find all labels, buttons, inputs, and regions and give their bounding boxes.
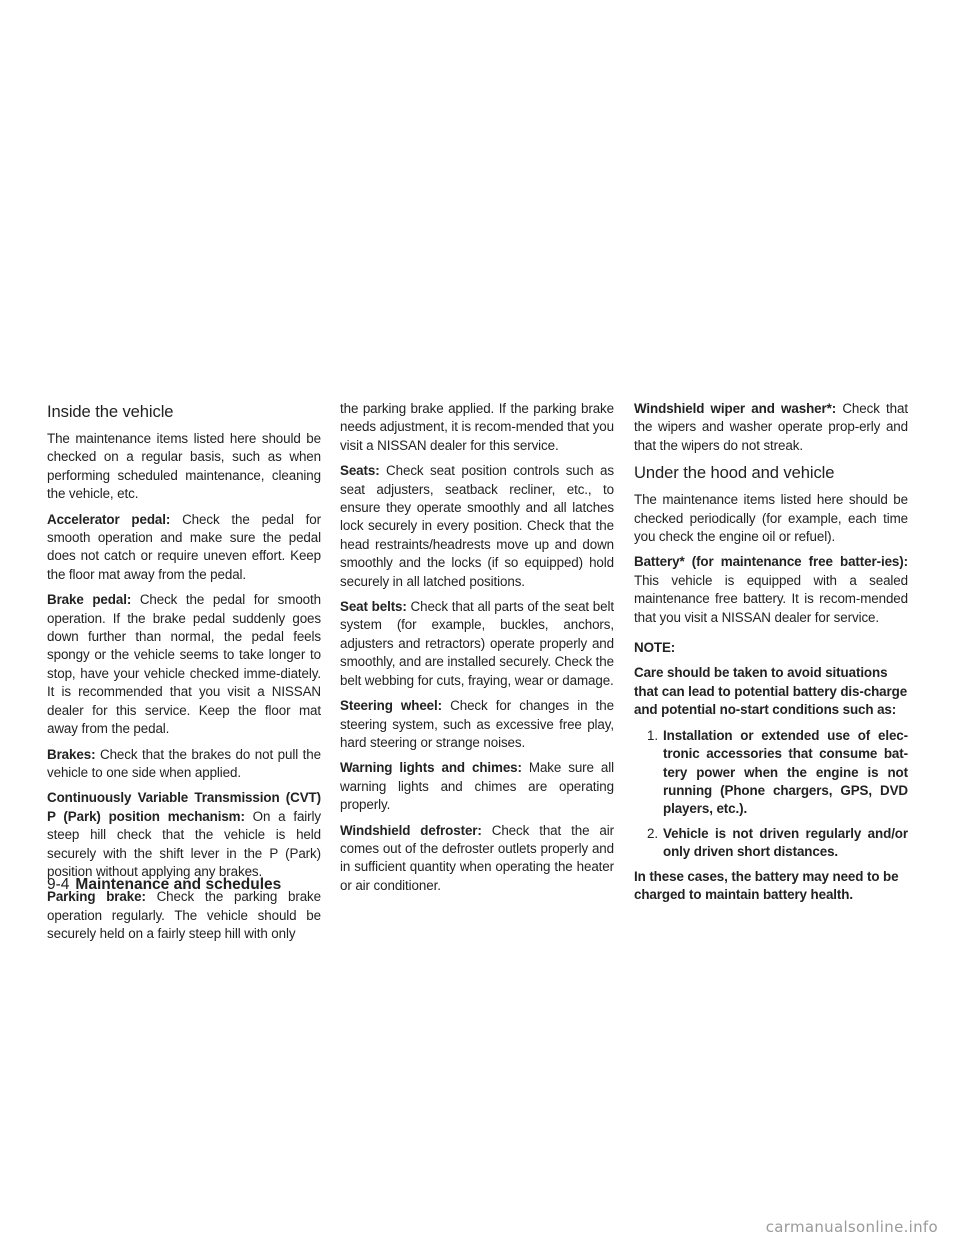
list-item xyxy=(634,825,908,862)
section-heading-under-hood: Under the hood and vehicle xyxy=(634,463,835,483)
section-heading-inside-vehicle: Inside the vehicle xyxy=(47,402,174,421)
list-number: 1. xyxy=(647,727,658,743)
column-right xyxy=(634,400,908,911)
note-label: NOTE: xyxy=(634,640,676,656)
intro-paragraph: The maintenance items listed here should be checked on a regular basis, such as when performing scheduled maintenance, cleaning the vehicle, etc. xyxy=(47,431,321,502)
note-list xyxy=(634,727,908,862)
item-text: Check for changes in the steering system, such as excessive free play, hard steering or strange noises. xyxy=(340,698,614,750)
list-text: Vehicle is not driven regularly and/or only driven short distances. xyxy=(663,825,908,860)
section-title: Maintenance and schedules xyxy=(75,876,282,893)
item-seats xyxy=(340,462,614,591)
column-middle xyxy=(340,400,614,902)
item-term: Warning lights and chimes: xyxy=(340,760,522,776)
note-intro: Care should be taken to avoid situations that can lead to potential battery dis-charge and potential no-start conditions such as: xyxy=(634,665,908,718)
item-text: Check that the wipers and washer operate prop-erly and that the wipers do not streak. xyxy=(634,401,908,453)
page-footer xyxy=(47,875,281,895)
item-brakes xyxy=(47,746,321,783)
item-accelerator-pedal xyxy=(47,511,321,585)
item-text: Check the pedal for smooth operation. If the brake pedal suddenly goes down further than normal, the pedal feels spongy or the vehicle seems to take longer to stop, have your vehicle checked imme-diately. It is recommended that you visit a NISSAN dealer for this service. Keep the floor mat away from the pedal. xyxy=(47,592,321,737)
continuation-paragraph: the parking brake applied. If the parking brake needs adjustment, it is recom-mended that you visit a NISSAN dealer for this service. xyxy=(340,401,614,453)
item-text: On a fairly steep hill check that the vehicle is held securely with the shift lever in the P (Park) position without applying any brakes. xyxy=(47,808,322,879)
item-term: Windshield defroster: xyxy=(340,822,482,838)
item-parking-brake xyxy=(47,888,321,943)
list-item xyxy=(634,727,908,819)
item-text: Check the pedal for smooth operation and make sure the pedal does not catch or require uneven effort. Keep the floor mat away from the pedal. xyxy=(47,511,321,582)
item-term: Battery* (for maintenance free batter-ies): xyxy=(634,554,908,570)
item-text: Check the parking brake operation regularly. The vehicle should be securely held on a fairly steep hill with only xyxy=(47,889,321,942)
item-term: Accelerator pedal: xyxy=(47,511,171,527)
page-number: 9-4 xyxy=(47,876,70,893)
item-term: Windshield wiper and washer*: xyxy=(634,401,837,416)
item-text: Check that all parts of the seat belt system (for example, buckles, anchors, adjusters and retractors) operate properly and smoothly, and are installed securely. Check the belt webbing for cuts, fraying, wear or damage. xyxy=(340,599,614,688)
item-text: Check that the air comes out of the defroster outlets properly and in sufficient quantity when operating the heater or air conditioner. xyxy=(340,822,614,893)
column-left xyxy=(47,400,321,951)
item-text: Check that the brakes do not pull the vehicle to one side when applied. xyxy=(47,746,321,780)
item-cvt-park xyxy=(47,789,321,881)
item-windshield-wiper xyxy=(634,400,908,455)
item-term: Brake pedal: xyxy=(47,592,132,608)
item-term: Steering wheel: xyxy=(340,698,442,714)
item-text: Make sure all warning lights and chimes are operating properly. xyxy=(340,760,614,813)
item-windshield-defroster xyxy=(340,822,614,896)
item-seat-belts xyxy=(340,598,614,690)
item-term: Brakes: xyxy=(47,746,96,762)
intro-paragraph: The maintenance items listed here should be checked periodically (for example, each time you check the engine oil or refuel). xyxy=(634,492,908,545)
item-steering-wheel xyxy=(340,697,614,752)
item-term: Continuously Variable Transmission (CVT) P (Park) position mechanism: xyxy=(47,790,321,824)
watermark: carmanualsonline.info xyxy=(765,1218,938,1236)
list-number: 2. xyxy=(647,825,658,841)
item-warning-lights xyxy=(340,759,614,814)
item-text: Check seat position controls such as seat adjusters, seatback recliner, etc., to ensure they operate smoothly and all latches lock securely in every position. Check that the head restraints/headrests move up and down smoothly and the locks (if so equipped) hold securely in all latched positions. xyxy=(340,463,614,589)
list-text: Installation or extended use of elec-tronic accessories that consume bat-tery power when the engine is not running (Phone chargers, GPS, DVD players, etc.). xyxy=(663,727,908,817)
item-term: Parking brake: xyxy=(47,889,146,905)
item-term: Seat belts: xyxy=(340,599,407,615)
item-brake-pedal xyxy=(47,591,321,738)
item-term: Seats: xyxy=(340,463,380,479)
item-battery xyxy=(634,553,908,627)
item-text: This vehicle is equipped with a sealed maintenance free battery. It is recom-mended that you visit a NISSAN dealer for service. xyxy=(634,572,908,625)
note-outro: In these cases, the battery may need to be charged to maintain battery health. xyxy=(634,868,899,902)
